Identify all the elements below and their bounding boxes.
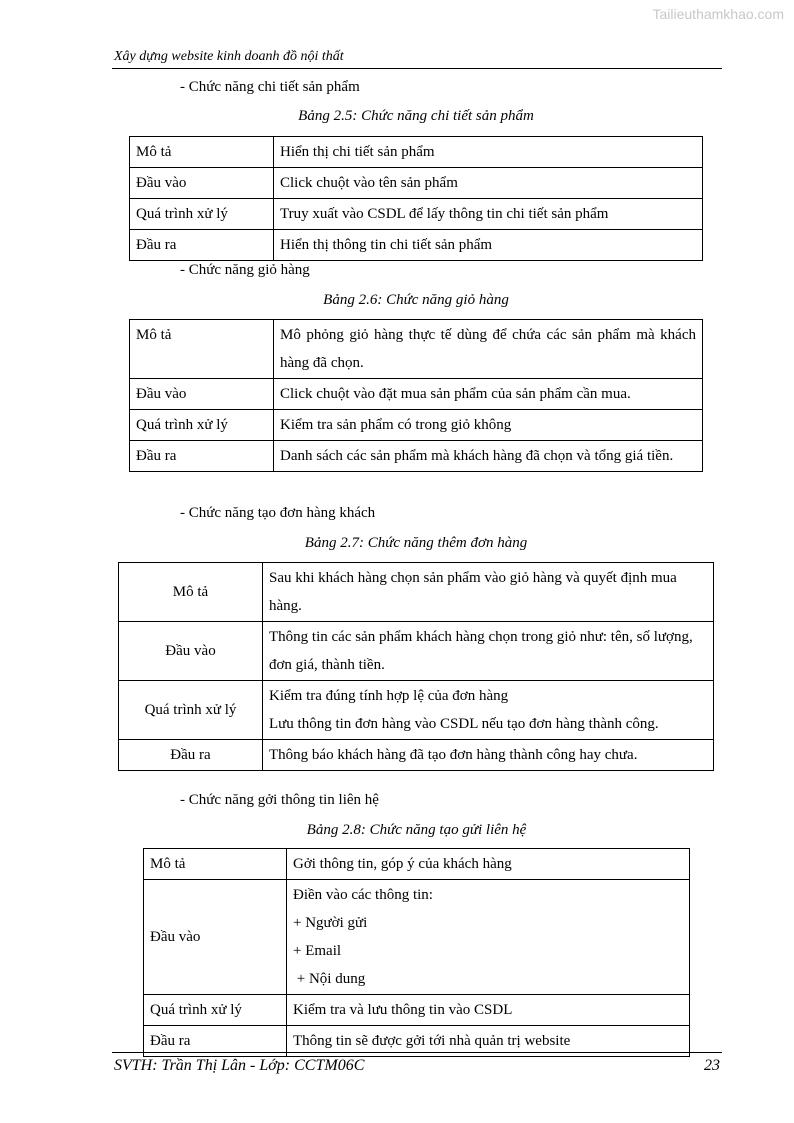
row-value: Điền vào các thông tin: + Người gửi + Email + Nội dung: [287, 880, 690, 995]
row-label: Đầu ra: [144, 1026, 287, 1057]
section-bullet: - Chức năng giỏ hàng: [180, 262, 310, 278]
row-value: Sau khi khách hàng chọn sản phẩm vào giỏ hàng và quyết định mua hàng.: [263, 563, 714, 622]
row-value: Thông báo khách hàng đã tạo đơn hàng thành công hay chưa.: [263, 740, 714, 771]
header-rule: [112, 68, 722, 69]
footer-student-info: SVTH: Trần Thị Lân - Lớp: CCTM06C: [114, 1057, 365, 1074]
row-value: Hiển thị chi tiết sản phẩm: [274, 137, 703, 168]
table-row: [119, 681, 714, 740]
table-caption: Bảng 2.7: Chức năng thêm đơn hàng: [304, 535, 528, 551]
table-row: [130, 410, 703, 441]
row-label: Mô tả: [130, 137, 274, 168]
row-value: Kiểm tra đúng tính hợp lệ của đơn hàng Lưu thông tin đơn hàng vào CSDL nếu tạo đơn hàng thành công.: [263, 681, 714, 740]
function-table: [129, 319, 703, 472]
row-value: Kiểm tra và lưu thông tin vào CSDL: [287, 995, 690, 1026]
table-row: [130, 320, 703, 379]
section-bullet: - Chức năng tạo đơn hàng khách: [180, 505, 376, 521]
section-bullet: - Chức năng gởi thông tin liên hệ: [180, 792, 379, 808]
row-label: Đầu vào: [144, 880, 287, 995]
function-table: [118, 562, 714, 771]
row-label: Quá trình xử lý: [130, 410, 274, 441]
row-label: Đầu vào: [130, 168, 274, 199]
row-label: Mô tả: [130, 320, 274, 379]
section-bullet: - Chức năng chi tiết sản phẩm: [180, 79, 360, 95]
table-row: [144, 849, 690, 880]
table-row: [119, 740, 714, 771]
row-value: Click chuột vào đặt mua sản phẩm của sản phẩm cần mua.: [274, 379, 703, 410]
watermark: Tailieuthamkhao.com: [652, 6, 784, 22]
row-label: Đầu ra: [130, 441, 274, 472]
table-row: [119, 563, 714, 622]
table-row: [144, 880, 690, 995]
row-value: Danh sách các sản phẩm mà khách hàng đã chọn và tổng giá tiền.: [274, 441, 703, 472]
table-caption: Bảng 2.5: Chức năng chi tiết sản phẩm: [298, 108, 534, 124]
header-title: Xây dựng website kinh doanh đồ nội thất: [114, 49, 344, 64]
row-value: Gởi thông tin, góp ý của khách hàng: [287, 849, 690, 880]
table-row: [130, 168, 703, 199]
row-label: Đầu vào: [130, 379, 274, 410]
footer-rule: [112, 1052, 722, 1053]
row-value: Click chuột vào tên sản phẩm: [274, 168, 703, 199]
row-value: Thông tin các sản phẩm khách hàng chọn trong giỏ như: tên, số lượng, đơn giá, thành tiền.: [263, 622, 714, 681]
row-value: Hiển thị thông tin chi tiết sản phẩm: [274, 230, 703, 261]
table-row: [144, 995, 690, 1026]
row-label: Đầu vào: [119, 622, 263, 681]
row-label: Mô tả: [144, 849, 287, 880]
table-row: [130, 137, 703, 168]
row-value: Truy xuất vào CSDL để lấy thông tin chi tiết sản phẩm: [274, 199, 703, 230]
row-value: Thông tin sẽ được gởi tới nhà quản trị website: [287, 1026, 690, 1057]
row-label: Mô tả: [119, 563, 263, 622]
table-row: [130, 441, 703, 472]
table-row: [130, 379, 703, 410]
row-label: Đầu ra: [130, 230, 274, 261]
page-number: 23: [704, 1057, 720, 1074]
table-row: [130, 230, 703, 261]
table-row: [130, 199, 703, 230]
function-table: [129, 136, 703, 261]
row-label: Quá trình xử lý: [119, 681, 263, 740]
table-row: [119, 622, 714, 681]
row-value: Kiểm tra sản phẩm có trong giỏ không: [274, 410, 703, 441]
row-label: Quá trình xử lý: [144, 995, 287, 1026]
table-caption: Bảng 2.6: Chức năng giỏ hàng: [323, 292, 509, 308]
table-caption: Bảng 2.8: Chức năng tạo gửi liên hệ: [306, 822, 527, 838]
row-label: Đầu ra: [119, 740, 263, 771]
row-value: Mô phỏng giỏ hàng thực tế dùng để chứa các sản phẩm mà khách hàng đã chọn.: [274, 320, 703, 379]
function-table: [143, 848, 690, 1057]
row-label: Quá trình xử lý: [130, 199, 274, 230]
